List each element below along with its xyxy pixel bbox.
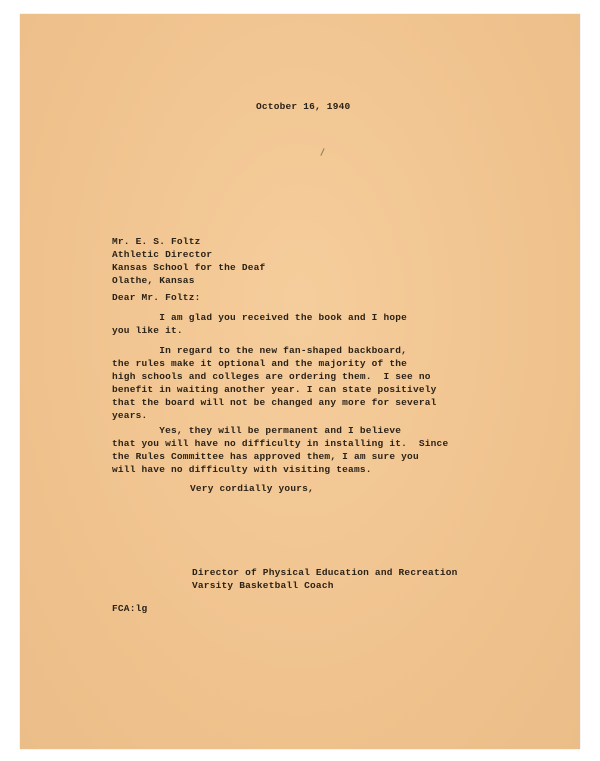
paragraph1-line: you like it. xyxy=(112,325,183,336)
letter-date: October 16, 1940 xyxy=(256,101,351,112)
paragraph2-line: In regard to the new fan-shaped backboard, xyxy=(112,345,408,356)
paragraph3-line: will have no difficulty with visiting teams. xyxy=(112,464,372,475)
typist-initials: FCA:lg xyxy=(112,603,148,614)
paragraph1-line: I am glad you received the book and I hope xyxy=(112,312,408,323)
paragraph3-line: that you will have no difficulty in installing it. Since xyxy=(112,438,449,449)
salutation: Dear Mr. Foltz: xyxy=(112,292,201,303)
address-line-school: Kansas School for the Deaf xyxy=(112,262,266,273)
signature-role: Varsity Basketball Coach xyxy=(192,580,334,591)
paragraph2-line: years. xyxy=(112,410,148,421)
letter-page xyxy=(20,14,580,749)
paragraph3-line: Yes, they will be permanent and I believe xyxy=(112,425,402,436)
paragraph2-line: benefit in waiting another year. I can state positively xyxy=(112,384,437,395)
address-line-city: Olathe, Kansas xyxy=(112,275,195,286)
paragraph2-line: that the board will not be changed any more for several xyxy=(112,397,437,408)
paragraph2-line: high schools and colleges are ordering them. I see no xyxy=(112,371,431,382)
address-line-title: Athletic Director xyxy=(112,249,213,260)
paragraph3-line: the Rules Committee has approved them, I am sure you xyxy=(112,451,419,462)
pen-mark xyxy=(320,148,324,156)
closing: Very cordially yours, xyxy=(190,483,314,494)
address-line-name: Mr. E. S. Foltz xyxy=(112,236,201,247)
signature-title: Director of Physical Education and Recreation xyxy=(192,567,458,578)
paragraph2-line: the rules make it optional and the majority of the xyxy=(112,358,408,369)
